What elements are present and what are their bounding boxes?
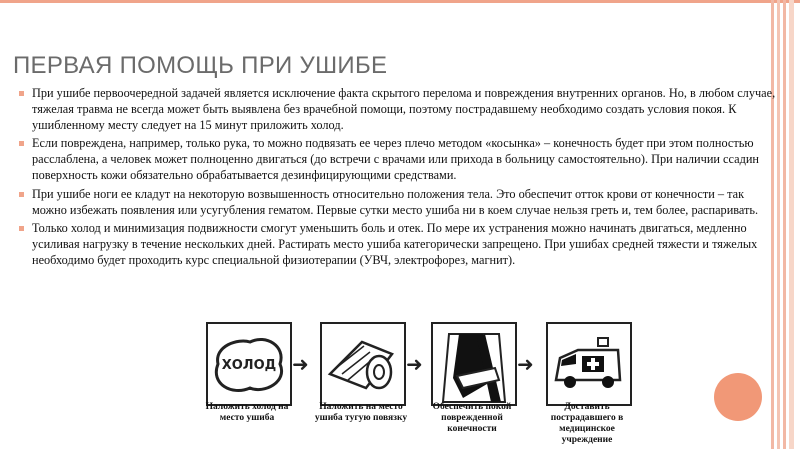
step-sling: [431, 322, 517, 406]
bullet-marker: [19, 192, 24, 197]
bullet-list: [19, 86, 779, 272]
bandage-roll-icon: [322, 324, 404, 404]
bullet-text: Только холод и минимизация подвижности смогут уменьшить боль и отек. По мере их устранения можно начинать двигаться, медленно усиливая нагрузку в течение нескольких дней. Растирать место ушиба категорически запрещено. При ушибах средней тяжести и тяжелых необходимо будет проходить курс специальной физиотерапии (УВЧ, электрофорез, магнит).: [32, 221, 758, 267]
bullet-marker: [19, 226, 24, 231]
arm-sling-icon: [433, 324, 515, 404]
arrow-right-icon: ➜: [292, 352, 309, 376]
decor-stripe: [789, 0, 794, 449]
decor-stripe: [783, 0, 786, 449]
bullet-text: Если повреждена, например, только рука, то можно подвязать ее через плечо методом «косынка» – конечность будет при этом полностью расслаблена, а человек может полноценно двигаться (до встречи с врачами или прихода в больницу самостоятельно). При наличии ссадин поверхность кожи обязательно обрабатывается дезинфицирующими средствами.: [32, 136, 760, 182]
step-caption: Обеспечить покой поврежденной конечности: [432, 402, 512, 434]
step-bandage: [320, 322, 406, 406]
decor-circle: [714, 373, 762, 421]
step-cold: [206, 322, 292, 406]
first-aid-steps: [196, 312, 656, 449]
bullet-item: [19, 187, 779, 219]
step-caption: Наложить на место ушиба тугую повязку: [314, 402, 408, 423]
cold-pack-icon: [208, 324, 290, 404]
step-ambulance: [546, 322, 632, 406]
step-caption: Доставить пострадавшего в медицинское учреждение: [550, 402, 624, 445]
bullet-text: При ушибе первоочередной задачей является исключение факта скрытого перелома и повреждения внутренних органов. Но, в любом случае, тяжелая травма не всегда может быть выявлена без врачебной помощи, поэтому пострадавшему необходимо создать условия покоя. К ушибленному месту следует на 15 минут приложить холод.: [32, 86, 776, 132]
arrow-right-icon: ➜: [406, 352, 423, 376]
bullet-item: [19, 86, 779, 133]
step-caption: Наложить холод на место ушиба: [205, 402, 289, 423]
slide-title: ПЕРВАЯ ПОМОЩЬ ПРИ УШИБЕ: [13, 52, 388, 79]
top-border: [0, 0, 800, 3]
bullet-item: [19, 136, 779, 183]
bullet-text: При ушибе ноги ее кладут на некоторую возвышенность относительно положения тела. Это обеспечит отток крови от конечности – так можно избежать появления или усугубления гематом. Первые сутки место ушиба ни в коем случае нельзя греть и, тем более, распаривать.: [32, 186, 759, 217]
cold-label: ХОЛОД: [221, 358, 277, 373]
bullet-item: [19, 221, 779, 268]
bullet-marker: [19, 91, 24, 96]
arrow-right-icon: ➜: [517, 352, 534, 376]
bullet-marker: [19, 141, 24, 146]
ambulance-icon: [548, 324, 630, 404]
